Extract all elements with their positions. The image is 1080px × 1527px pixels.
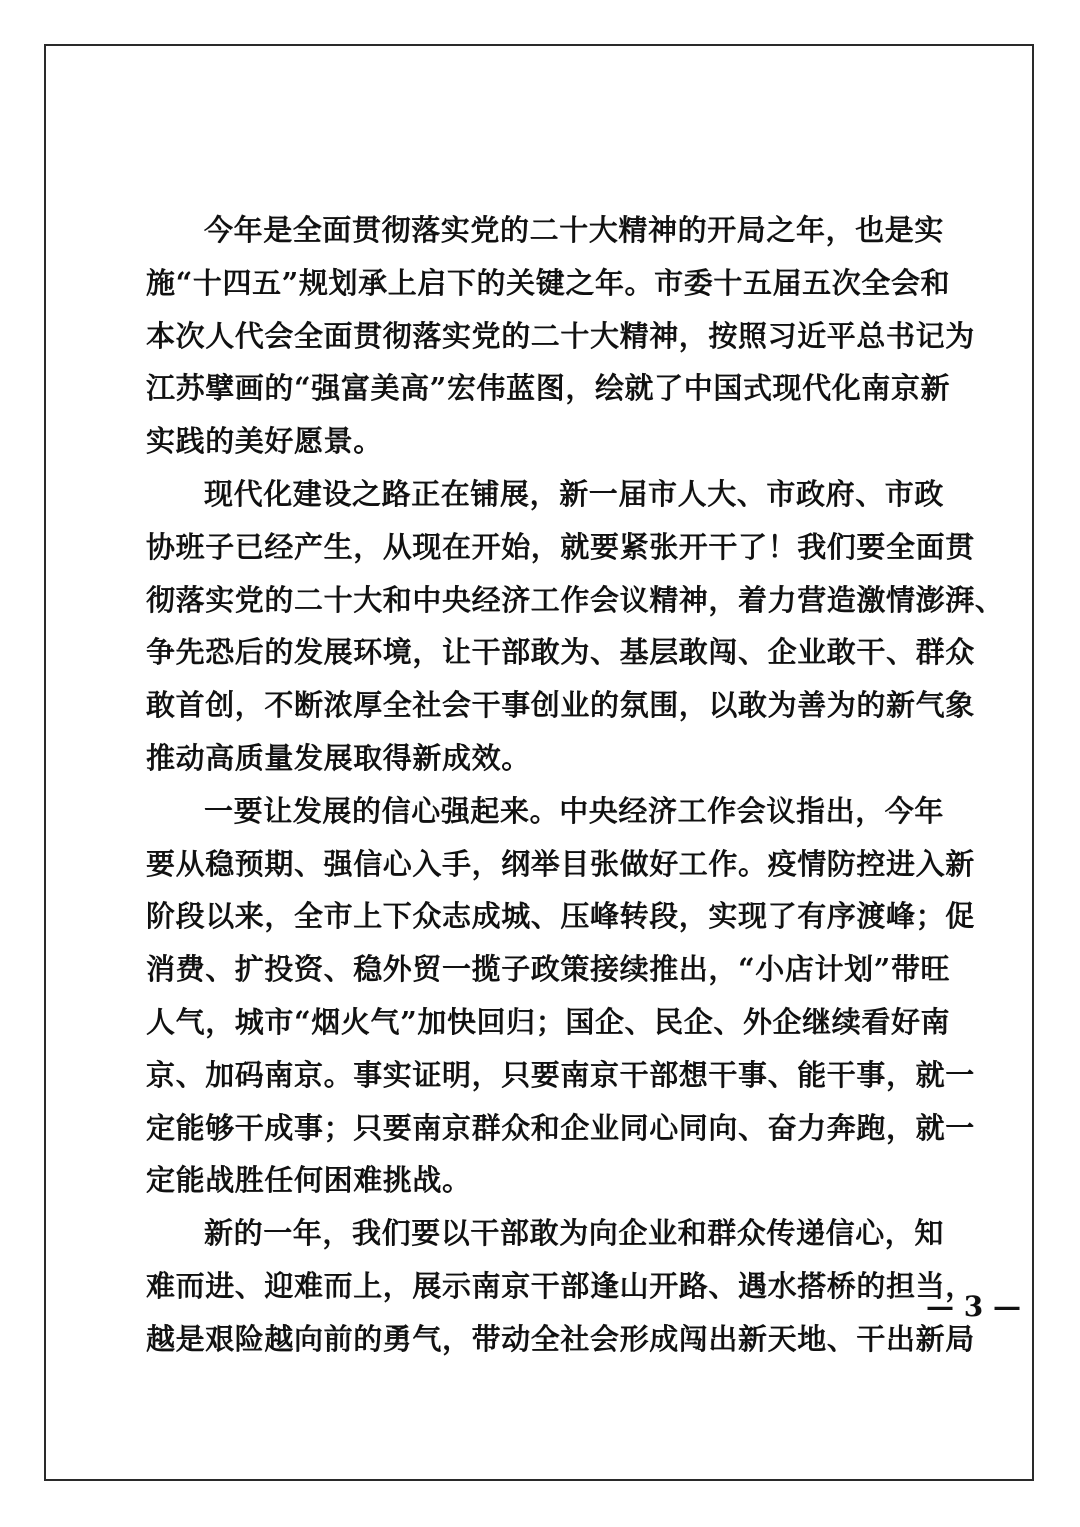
text-line: 敢首创，不断浓厚全社会干事创业的氛围，以敢为善为的新气象 [146,688,975,723]
text-line: 定能战胜任何困难挑战。 [146,1163,472,1198]
text-line: 本次人代会全面贯彻落实党的二十大精神，按照习近平总书记为 [146,318,975,353]
text-line: 推动高质量发展取得新成效。 [146,740,531,775]
text-line: 人气，城市“烟火气”加快回归；国企、民企、外企继续看好南 [146,1004,951,1039]
text-line: 要从稳预期、强信心入手，纲举目张做好工作。疫情防控进入新 [146,846,975,881]
text-line: 消费、扩投资、稳外贸一揽子政策接续推出，“小店计划”带旺 [146,952,951,987]
text-line: 争先恐后的发展环境，让干部敢为、基层敢闯、企业敢干、群众 [146,635,975,670]
paragraph-4 [146,1207,975,1365]
text-line: 实践的美好愿景。 [146,424,383,459]
text-line: 施“十四五”规划承上启下的关键之年。市委十五届五次全会和 [146,265,951,300]
page-number: — 3 — [926,1290,1021,1323]
paragraph-2 [146,468,1005,785]
text-line: 协班子已经产生，从现在开始，就要紧张开干了！我们要全面贯 [146,529,975,564]
text-line: 现代化建设之路正在铺展，新一届市人大、市政府、市政 [204,476,945,511]
text-line: 定能够干成事；只要南京群众和企业同心同向、奋力奔跑，就一 [146,1110,975,1145]
document-body [146,204,1021,1366]
text-line: 今年是全面贯彻落实党的二十大精神的开局之年，也是实 [204,213,945,247]
text-line: 难而进、迎难而上，展示南京干部逢山开路、遇水搭桥的担当， [146,1268,975,1303]
text-line: 新的一年，我们要以干部敢为向企业和群众传递信心，知 [204,1216,945,1251]
paragraph-1 [146,204,975,468]
page-frame [44,44,1034,1481]
text-line: 江苏擘画的“强富美高”宏伟蓝图，绘就了中国式现代化南京新 [146,371,951,406]
text-line: 一要让发展的信心强起来。中央经济工作会议指出，今年 [204,793,945,828]
text-line: 越是艰险越向前的勇气，带动全社会形成闯出新天地、干出新局 [146,1321,975,1356]
paragraph-3 [146,785,975,1207]
text-line: 阶段以来，全市上下众志成城、压峰转段，实现了有序渡峰；促 [146,899,975,934]
text-line: 彻落实党的二十大和中央经济工作会议精神，着力营造激情澎湃、 [146,582,1005,617]
text-line: 京、加码南京。事实证明，只要南京干部想干事、能干事，就一 [146,1057,975,1092]
